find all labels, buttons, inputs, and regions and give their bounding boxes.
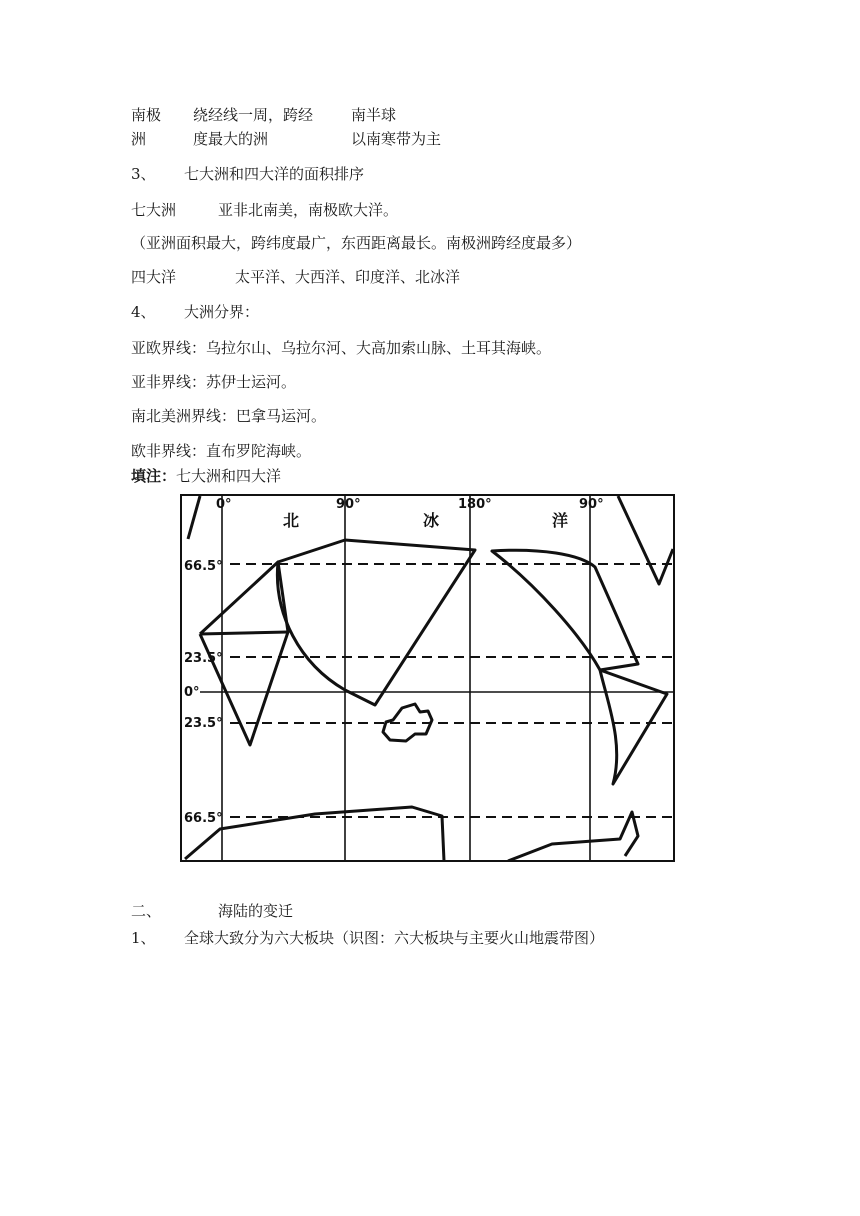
part-number: 二、: [131, 902, 162, 920]
section-number: 4、: [131, 303, 156, 321]
world-outline-map: [180, 494, 675, 862]
section-title: 大洲分界：: [184, 303, 260, 321]
item-text: 全球大致分为六大板块（识图：六大板块与主要火山地震带图）: [184, 929, 605, 947]
part-title: 海陆的变迁: [218, 902, 294, 920]
oceans-label: 四大洋: [131, 268, 177, 286]
longitude-label: 180°: [458, 497, 492, 512]
ocean-label-char: 冰: [423, 511, 440, 530]
continents-label: 七大洲: [131, 201, 177, 219]
map-frame: [181, 495, 674, 861]
continents-mnemonic: 亚非北南美，南极欧大洋。: [218, 201, 399, 219]
boundary-line: 亚欧界线：乌拉尔山、乌拉尔河、大高加索山脉、土耳其海峡。: [131, 339, 552, 357]
latitude-label: 23.5°: [184, 651, 223, 666]
longitude-label: 90°: [336, 497, 361, 512]
longitude-label: 90°: [579, 497, 604, 512]
latitude-label: 0°: [184, 685, 200, 700]
table-cell-location-cont: 以南寒带为主: [351, 130, 442, 148]
fill-title: 七大洲和四大洋: [176, 467, 282, 485]
section-number: 3、: [131, 165, 156, 183]
latitude-label: 23.5°: [184, 716, 223, 731]
table-cell-feature-cont: 度最大的洲: [193, 130, 269, 148]
oceans-order: 太平洋、大西洋、印度洋、北冰洋: [235, 268, 461, 286]
item-number: 1、: [131, 929, 156, 947]
table-cell-location: 南半球: [351, 106, 397, 124]
ocean-label-char: 洋: [552, 511, 569, 530]
latitude-label: 66.5°: [184, 559, 223, 574]
table-cell-continent: 南极: [131, 106, 162, 124]
fill-label: 填注：: [131, 467, 177, 485]
ocean-label-char: 北: [283, 511, 300, 530]
table-cell-continent-cont: 洲: [131, 130, 147, 148]
continents-note: （亚洲面积最大，跨纬度最广，东西距离最长。南极洲跨经度最多）: [131, 234, 582, 252]
section-title: 七大洲和四大洋的面积排序: [184, 165, 365, 183]
boundary-line: 欧非界线：直布罗陀海峡。: [131, 442, 312, 460]
longitude-label: 0°: [216, 497, 232, 512]
europe-africa-boundary: [200, 632, 288, 634]
table-cell-feature: 绕经线一周，跨经: [193, 106, 314, 124]
boundary-line: 南北美洲界线：巴拿马运河。: [131, 407, 327, 425]
boundary-line: 亚非界线：苏伊士运河。: [131, 373, 297, 391]
latitude-label: 66.5°: [184, 811, 223, 826]
